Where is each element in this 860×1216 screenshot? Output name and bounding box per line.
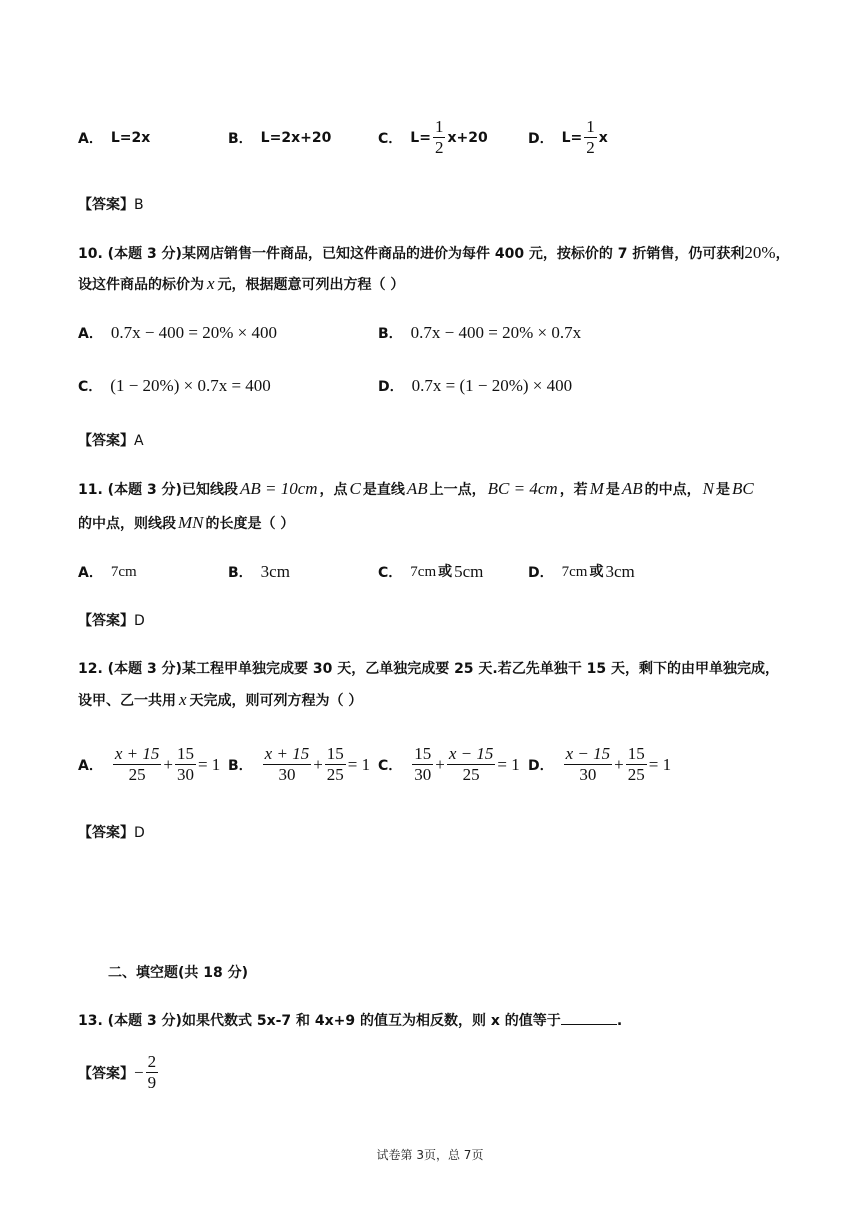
numerator: 15 [326, 744, 344, 763]
operator: + [435, 754, 445, 774]
stem-text: 上一点， [429, 482, 486, 498]
q12-option-b [228, 745, 370, 784]
fraction [113, 745, 162, 784]
option-label: B． [228, 757, 253, 774]
q9-option-d [528, 118, 608, 157]
option-math: 5cm [454, 562, 484, 581]
option-label: A． [78, 757, 103, 774]
stem-text: 13. (本题 3 分)如果代数式 5x-7 和 4x+9 的值互为相反数，则 x 的值等于 [78, 1013, 561, 1029]
stem-text: 是 [715, 482, 730, 498]
q9-option-a [78, 128, 150, 148]
q10-answer [78, 430, 144, 450]
option-text: L=2x [110, 130, 151, 146]
fraction [447, 745, 496, 784]
fraction [175, 745, 196, 784]
option-text-post: x [598, 129, 608, 146]
option-math: (1 − 20%) × 0.7x = 400 [110, 376, 271, 395]
answer-value: D [134, 825, 145, 841]
answer-tag: 【答案】 [78, 825, 134, 841]
q10-option-c [78, 376, 271, 396]
q11-option-a [78, 562, 137, 582]
equation-rhs: = 1 [347, 754, 371, 774]
option-label: C． [378, 565, 403, 581]
stem-text: 天完成，则可列方程为（ ） [189, 693, 363, 709]
stem-text: ， [775, 246, 790, 262]
math-expr: AB = 10cm [239, 479, 318, 498]
denominator: 9 [147, 1073, 157, 1092]
numerator: x + 15 [264, 744, 310, 763]
operator: + [163, 754, 173, 774]
fraction [146, 1053, 159, 1092]
answer-tag: 【答案】 [78, 433, 134, 449]
q10-option-d [378, 376, 572, 396]
q12-option-a [78, 745, 220, 784]
option-label: C． [378, 130, 403, 147]
option-label: B． [228, 131, 253, 147]
option-label: D． [528, 757, 554, 774]
stem-text: 是 [605, 482, 620, 498]
answer-tag: 【答案】 [78, 197, 134, 213]
q13-stem [78, 1010, 622, 1031]
equation-rhs: = 1 [197, 754, 221, 774]
stem-math: AB [621, 479, 643, 498]
equation-rhs: = 1 [648, 754, 672, 774]
stem-text: 的长度是（ ） [205, 516, 295, 532]
q12-stem-line1 [78, 659, 779, 679]
stem-math: AB [406, 479, 428, 498]
option-math: 7cm [561, 563, 588, 580]
stem-variable: x [207, 274, 215, 293]
stem-text: 的中点， [644, 482, 701, 498]
option-label: D． [378, 379, 404, 395]
stem-text: 10. (本题 3 分)某网店销售一件商品，已知这件商品的进价为每件 400 元，按标价的 7 折销售，仍可获利 [78, 246, 745, 262]
option-label: D． [528, 565, 554, 581]
answer-value: B [134, 197, 144, 213]
denominator: 25 [326, 765, 344, 784]
q10-option-a [78, 323, 277, 343]
stem-math: BC = 4cm [487, 479, 558, 498]
fraction [626, 745, 647, 784]
answer-value: D [134, 613, 145, 629]
fraction [325, 745, 346, 784]
stem-math: C [349, 479, 361, 498]
denominator: 2 [434, 138, 444, 157]
option-math: 0.7x = (1 − 20%) × 400 [411, 376, 573, 395]
q9-answer [78, 194, 144, 214]
q11-stem-line1 [78, 479, 756, 500]
stem-math: MN [178, 513, 204, 532]
q13-answer [78, 1053, 160, 1092]
page-footer: 试卷第 3页，总 7页 [376, 1148, 484, 1162]
option-label: A． [78, 131, 103, 147]
q12-answer [78, 822, 145, 842]
stem-text: ，若 [559, 482, 588, 498]
answer-tag: 【答案】 [78, 1065, 134, 1082]
stem-text: 元，根据题意可列出方程（ ） [217, 277, 405, 293]
q10-stem-line2 [78, 274, 404, 295]
denominator: 25 [128, 765, 146, 784]
stem-text: 的中点，则线段 [78, 516, 176, 532]
fraction [412, 745, 433, 784]
answer-sign: − [134, 1062, 144, 1082]
q12-option-c [378, 745, 520, 784]
option-label: D． [528, 130, 554, 147]
q11-answer [78, 610, 145, 630]
q11-option-c [378, 562, 483, 582]
equation-rhs: = 1 [497, 754, 520, 774]
stem-text: 是直线 [362, 482, 405, 498]
option-math: 7cm [410, 563, 437, 580]
stem-math [238, 479, 320, 498]
numerator: 15 [176, 744, 194, 763]
option-label: B． [378, 326, 403, 342]
q12-stem-line2 [78, 690, 362, 711]
denominator: 2 [586, 138, 595, 157]
denominator: 30 [278, 765, 296, 784]
stem-math: M [589, 479, 604, 498]
denominator: 25 [462, 765, 480, 784]
numerator: 15 [414, 744, 432, 763]
q9-option-c [378, 118, 488, 157]
q12-option-d [528, 745, 671, 784]
option-label: A． [78, 565, 103, 581]
option-math: 3cm [605, 562, 635, 581]
q11-option-d [528, 562, 635, 582]
stem-math: BC [731, 479, 754, 498]
stem-text: ，点 [319, 482, 348, 498]
numerator: x − 15 [448, 744, 494, 763]
answer-value: A [134, 433, 144, 449]
stem-text: 11. (本题 3 分)已知线段 [78, 482, 238, 498]
fraction [433, 118, 446, 157]
denominator: 30 [414, 765, 432, 784]
option-text-pre: L= [561, 129, 583, 146]
q11-option-b [228, 562, 290, 582]
stem-text: 设甲、乙一共用 [78, 693, 176, 709]
answer-tag: 【答案】 [78, 613, 134, 629]
denominator: 30 [579, 765, 597, 784]
stem-math: 20% [744, 243, 776, 262]
option-text-post: x+20 [447, 129, 488, 146]
option-label: B． [228, 565, 253, 581]
fraction [584, 118, 597, 157]
q9-option-b [228, 128, 331, 148]
numerator: 1 [586, 117, 595, 136]
fraction [564, 745, 613, 784]
option-label: A． [78, 326, 103, 342]
option-math: 0.7x − 400 = 20% × 400 [110, 323, 278, 342]
q10-stem-line1 [78, 243, 790, 264]
numerator: x + 15 [114, 744, 160, 763]
numerator: 2 [147, 1052, 157, 1071]
q10-option-b [378, 323, 581, 343]
option-math: 0.7x − 400 = 20% × 0.7x [410, 323, 582, 342]
option-label: C． [78, 379, 103, 395]
numerator: x − 15 [565, 744, 611, 763]
option-text: 或 [589, 564, 604, 580]
stem-variable: x [179, 690, 187, 709]
fraction [263, 745, 312, 784]
option-label: C． [378, 757, 403, 774]
stem-text: 12. (本题 3 分)某工程甲单独完成要 30 天，乙单独完成要 25 天.若乙先单独干 15 天，剩下的由甲单独完成， [78, 661, 779, 677]
option-math: 3cm [260, 562, 290, 581]
option-text-pre: L= [410, 129, 431, 146]
stem-math: N [702, 479, 714, 498]
denominator: 30 [176, 765, 194, 784]
option-text: 或 [438, 564, 453, 580]
fill-in-blank [561, 1010, 617, 1025]
stem-text: . [616, 1013, 623, 1029]
operator: + [313, 754, 323, 774]
section-heading: 二、填空题(共 18 分) [108, 965, 249, 981]
denominator: 25 [627, 765, 645, 784]
q11-stem-line2 [78, 513, 294, 534]
option-math: 7cm [110, 563, 137, 580]
option-text: L=2x+20 [260, 130, 332, 146]
operator: + [614, 754, 624, 774]
numerator: 15 [627, 744, 645, 763]
numerator: 1 [434, 117, 444, 136]
stem-text: 设这件商品的标价为 [78, 277, 204, 293]
